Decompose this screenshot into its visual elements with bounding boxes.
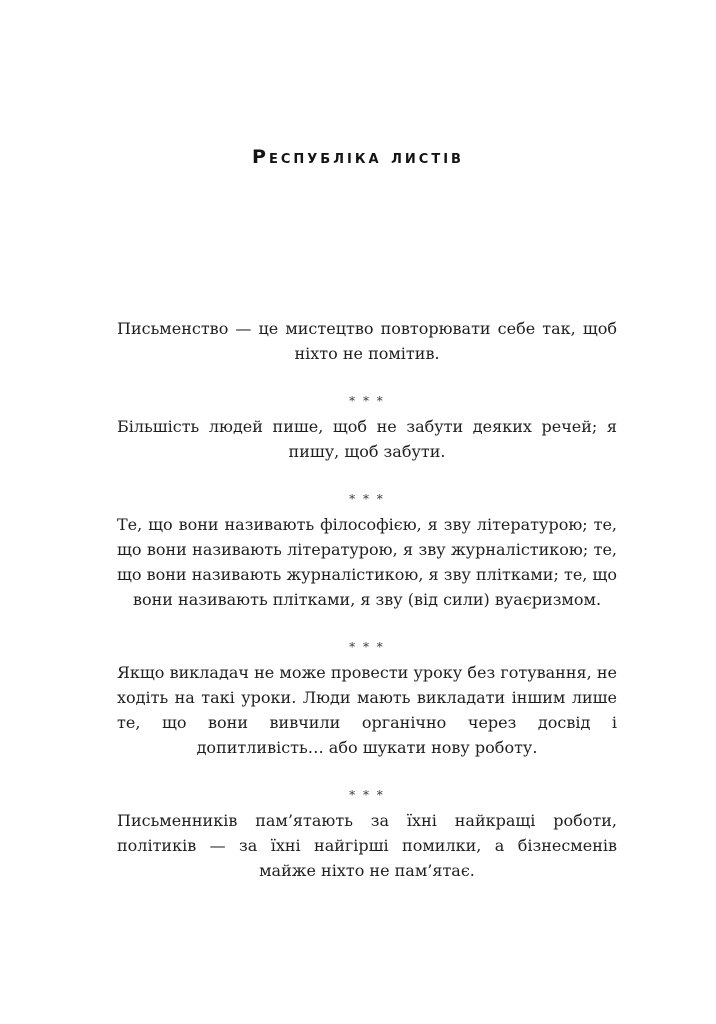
aphorisms-body — [117, 316, 617, 883]
aphorism-1: Письменство — це мистецтво повторювати себе так, щоб ніхто не помітив. — [117, 319, 617, 363]
section-separator: * * * — [349, 640, 385, 654]
chapter-title: Республіка листів — [252, 146, 464, 168]
section-separator: * * * — [349, 394, 385, 408]
aphorism-2: Більшість людей пише, щоб не забути деяких речей; я пишу, щоб забути. — [117, 417, 617, 461]
aphorism-4: Якщо викладач не може провести уроку без готування, не ходіть на такі уроки. Люди мають викладати іншим лише те, що вони вивчили органічно через досвід і допитливість… або шукати нову роботу. — [117, 663, 617, 757]
aphorism-3: Те, що вони називають філософією, я зву літературою; те, що вони називають літературою, я зву журналістикою; те, що вони називають журналістикою, я зву плітками; те, що вони називають плітками, я зву (від сили) вуаєризмом. — [117, 515, 617, 609]
section-separator: * * * — [349, 492, 385, 506]
section-separator: * * * — [349, 788, 385, 802]
aphorism-5: Письменників пам’ятають за їхні найкращі роботи, політиків — за їхні найгірші помилки, а бізнесменів майже ніхто не пам’ятає. — [117, 811, 617, 880]
